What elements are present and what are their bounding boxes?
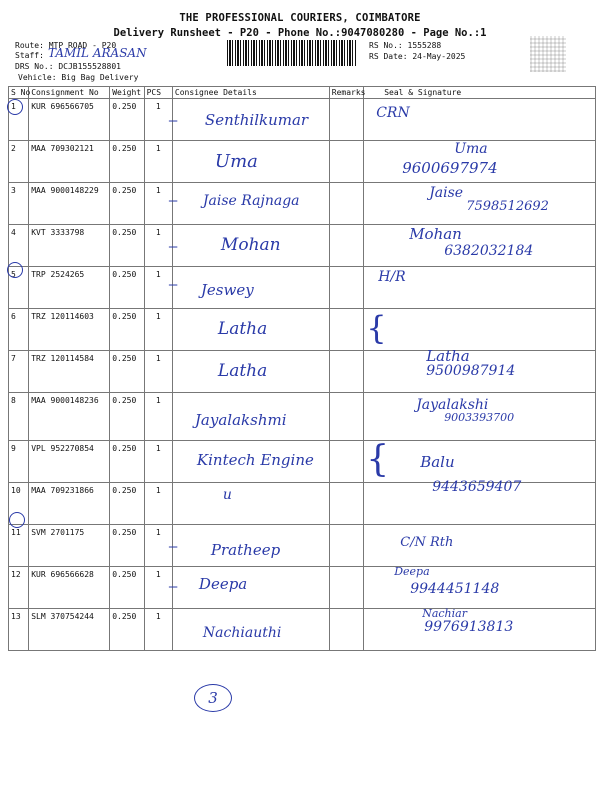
cell-pcs: 1 (144, 393, 172, 441)
consignee-handwriting: Kintech Engine (196, 451, 314, 469)
cell-sno: 6 (9, 309, 29, 351)
cell-sno: 13 (9, 609, 29, 651)
cell-sno: 9 (9, 441, 29, 483)
cell-pcs: 1 (144, 351, 172, 393)
consignee-handwriting: Nachiauthi (202, 625, 282, 641)
signature-phone: 9443659407 (432, 479, 522, 495)
consignee-handwriting: Pratheep (210, 541, 281, 559)
col-consignee: Consignee Details (172, 87, 329, 99)
cell-remarks (329, 99, 363, 141)
cell-remarks (329, 267, 363, 309)
table-row (9, 351, 596, 393)
cell-weight: 0.250 (110, 567, 144, 609)
signature-handwriting: Balu (420, 453, 455, 471)
consignee-handwriting: Deepa (198, 575, 248, 593)
cell-sno: 11 (9, 525, 29, 567)
cell-pcs: 1 (144, 267, 172, 309)
cell-consignment: MAA 9000148236 (29, 393, 110, 441)
cell-consignee: – Jaise Rajnaga (172, 183, 329, 225)
cell-consignee (172, 441, 329, 483)
runsheet-table (8, 86, 596, 651)
cell-remarks (329, 567, 363, 609)
cell-consignee: – Pratheep (172, 525, 329, 567)
cell-weight: 0.250 (110, 267, 144, 309)
cell-sno: 2 (9, 141, 29, 183)
col-pcs: PCS (144, 87, 172, 99)
signature-handwriting: Mohan (409, 225, 462, 243)
route-label: Route: MTP ROAD - P20 (15, 41, 117, 50)
runsheet-subtitle: Delivery Runsheet - P20 - Phone No.:9047080280 - Page No.:1 (113, 27, 487, 39)
signature-phone: 9003393700 (444, 411, 515, 424)
rs-number: RS No.: 1555288 (369, 41, 442, 50)
cell-consignee: – Senthilkumar (172, 99, 329, 141)
col-weight: Weight (110, 87, 144, 99)
cell-weight: 0.250 (110, 99, 144, 141)
col-sno: S No (9, 87, 29, 99)
cell-remarks (329, 525, 363, 567)
cell-weight: 0.250 (110, 441, 144, 483)
cell-remarks (329, 441, 363, 483)
cell-signature (364, 609, 596, 651)
cell-signature (364, 141, 596, 183)
cell-weight: 0.250 (110, 183, 144, 225)
cell-pcs: 1 (144, 525, 172, 567)
cell-weight: 0.250 (110, 351, 144, 393)
table-row (9, 225, 596, 267)
cell-weight: 0.250 (110, 609, 144, 651)
cell-consignment: KVT 3333798 (29, 225, 110, 267)
circled-page-mark: 3 (194, 684, 232, 712)
cell-signature (364, 525, 596, 567)
cell-sno: 7 (9, 351, 29, 393)
barcode (227, 40, 357, 66)
col-signature: Seal & Signature (364, 87, 596, 99)
cell-consignment: TRZ 120114584 (29, 351, 110, 393)
table-row (9, 267, 596, 309)
cell-consignee (172, 609, 329, 651)
cell-sno: 12 (9, 567, 29, 609)
table-row (9, 609, 596, 651)
cell-consignee (172, 483, 329, 525)
consignee-handwriting: Uma (214, 151, 258, 172)
table-header-row (9, 87, 596, 99)
table-row (9, 309, 596, 351)
signature-handwriting: Jaise (429, 185, 464, 201)
cell-pcs: 1 (144, 141, 172, 183)
cell-signature (364, 183, 596, 225)
drs-number: DRS No.: DCJB155528801 (15, 62, 121, 71)
rs-date: RS Date: 24-May-2025 (369, 52, 466, 61)
cell-weight: 0.250 (110, 525, 144, 567)
cell-remarks (329, 351, 363, 393)
cell-remarks (329, 609, 363, 651)
cell-consignment: KUR 696566628 (29, 567, 110, 609)
cell-remarks (329, 483, 363, 525)
cell-weight: 0.250 (110, 309, 144, 351)
signature-handwriting: Uma (454, 141, 488, 157)
table-row (9, 183, 596, 225)
cell-pcs: 1 (144, 609, 172, 651)
cell-pcs: 1 (144, 99, 172, 141)
signature-phone: 9976913813 (424, 619, 514, 635)
cell-signature (364, 347, 596, 393)
cell-consignment: KUR 696566705 (29, 99, 110, 141)
consignee-handwriting: Jeswey (200, 281, 254, 299)
cell-signature (364, 99, 596, 141)
cell-pcs: 1 (144, 225, 172, 267)
cell-remarks (329, 225, 363, 267)
bracket-mark: { (366, 439, 390, 480)
cell-consignment: SVM 2701175 (29, 525, 110, 567)
cell-sno: 1 (9, 99, 29, 141)
cell-remarks (329, 183, 363, 225)
signature-handwriting: H/R (378, 269, 406, 285)
consignee-handwriting: Senthilkumar (204, 111, 309, 129)
signature-handwriting: Jayalakshi (416, 397, 489, 413)
signature-phone: 9600697974 (402, 159, 498, 177)
cell-signature (364, 393, 596, 441)
signature-handwriting: Latha (426, 347, 470, 365)
signature-phone: 9944451148 (410, 581, 500, 597)
cell-weight: 0.250 (110, 483, 144, 525)
cell-weight: 0.250 (110, 393, 144, 441)
cell-pcs: 1 (144, 309, 172, 351)
cell-consignment: TRP 2524265 (29, 267, 110, 309)
cell-sno: 8 (9, 393, 29, 441)
cell-pcs: 1 (144, 567, 172, 609)
cell-remarks (329, 393, 363, 441)
cell-consignee: – Mohan (172, 225, 329, 267)
cell-consignee (172, 351, 329, 393)
cell-consignee (172, 393, 329, 441)
signature-handwriting: CRN (376, 105, 410, 121)
qr-code (530, 36, 566, 72)
table-row (9, 567, 596, 609)
cell-signature (364, 267, 596, 309)
cell-signature (364, 567, 596, 609)
circle-mark-row-11 (9, 512, 25, 528)
table-row (9, 393, 596, 441)
cell-consignment: MAA 9000148229 (29, 183, 110, 225)
table-row (9, 525, 596, 567)
consignee-handwriting: Jaise Rajnaga (202, 193, 300, 209)
signature-handwriting: C/N Rth (400, 535, 454, 550)
cell-remarks (329, 309, 363, 351)
cell-sno: 4 (9, 225, 29, 267)
cell-consignee: – Jeswey (172, 267, 329, 309)
circle-mark-row-5 (7, 262, 23, 278)
table-row (9, 99, 596, 141)
signature-phone: 7598512692 (466, 199, 549, 214)
cell-pcs: 1 (144, 183, 172, 225)
table-row (9, 483, 596, 525)
cell-sno: 5 (9, 267, 29, 309)
staff-handwritten: TAMIL ARASAN (48, 46, 147, 60)
circle-mark-row-1 (7, 99, 23, 115)
cell-consignee (172, 141, 329, 183)
cell-consignment: SLM 370754244 (29, 609, 110, 651)
vehicle-label: Vehicle: Big Bag Delivery (18, 73, 139, 82)
consignee-handwriting: Mohan (220, 235, 281, 255)
col-remarks: Remarks (329, 87, 363, 99)
cell-weight: 0.250 (110, 225, 144, 267)
consignee-handwriting: Jayalakshmi (194, 411, 287, 429)
cell-consignment: VPL 952270854 (29, 441, 110, 483)
company-title: THE PROFESSIONAL COURIERS, COIMBATORE (179, 12, 421, 24)
bracket-mark: { (366, 309, 387, 347)
cell-signature (364, 479, 596, 525)
cell-sno: 3 (9, 183, 29, 225)
col-consignment: Consignment No (29, 87, 110, 99)
signature-phone: 9500987914 (426, 363, 516, 379)
cell-consignment: MAA 709302121 (29, 141, 110, 183)
cell-consignment: MAA 709231866 (29, 483, 110, 525)
cell-consignment: TRZ 120114603 (29, 309, 110, 351)
cell-signature (364, 441, 596, 483)
cell-pcs: 1 (144, 483, 172, 525)
cell-signature (364, 309, 596, 351)
consignee-handwriting: Latha (217, 361, 268, 381)
cell-pcs: 1 (144, 441, 172, 483)
cell-weight: 0.250 (110, 141, 144, 183)
staff-label: Staff: (15, 51, 44, 60)
cell-signature (364, 225, 596, 267)
signature-handwriting: Nachiar (422, 607, 467, 620)
consignee-handwriting: u (222, 487, 232, 503)
cell-sno: 10 (9, 483, 29, 525)
cell-remarks (329, 141, 363, 183)
table-row (9, 441, 596, 483)
consignee-handwriting: Latha (217, 319, 268, 339)
cell-consignee (172, 309, 329, 351)
cell-consignee: – Deepa (172, 567, 329, 609)
signature-phone: 6382032184 (444, 243, 534, 259)
table-row (9, 141, 596, 183)
signature-handwriting: Deepa (394, 565, 430, 578)
